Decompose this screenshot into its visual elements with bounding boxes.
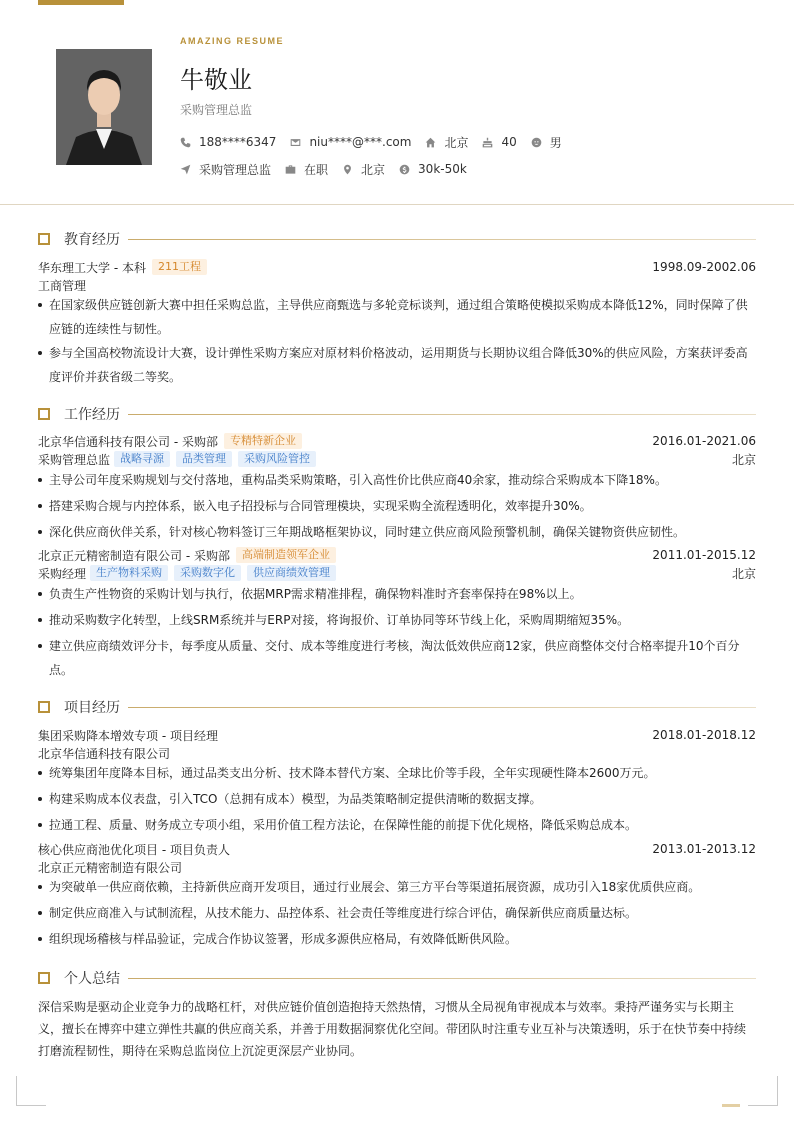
job-status-text: 在职 [304,162,329,177]
bottom-accent-mark [722,1104,740,1107]
age-text: 40 [501,135,517,149]
salary-text: 30k-50k [418,162,467,176]
home-city-item [425,134,468,150]
work-company-row [38,433,756,449]
project-bullet: 拉通工程、质量、财务成立专项小组，采用价值工程方法论，在保障性能的前提下优化规格，降低采购总成本。 [38,813,756,837]
home-icon [425,137,436,148]
work-city: 北京 [731,566,756,581]
company-name: 北京华信通科技有限公司 - 采购部 [38,434,218,449]
project-bullet: 制定供应商准入与试制流程，从技术能力、品控体系、社会责任等维度进行综合评估，确保新供应商质量达标。 [38,901,756,925]
summary-text: 深信采购是驱动企业竞争力的战略杠杆，对供应链价值创造抱持天然热情，习惯从全局视角审视成本与效率。秉持严谨务实与长期主义，擅长在博弈中建立弹性共赢的供应商关系，并善于用数据洞察优化空间。带团队时注重专业互补与决策透明，乐于在快节奏中持续打磨流程韧性，期待在采购总监岗位上沉淀更深层产业协同。 [38,1000,747,1058]
work-bullet: 负责生产性物资的采购计划与执行，依据MRP需求精准排程，确保物料准时齐套率保持在98%以上。 [38,582,756,606]
project-bullet: 构建采购成本仪表盘，引入TCO（总拥有成本）模型，为品类策略制定提供清晰的数据支撑。 [38,787,756,811]
phone-item [180,134,276,150]
location-icon [342,164,353,175]
candidate-name: 牛敬业 [180,66,252,94]
project-row [38,727,756,743]
section-label: 教育经历 [64,232,120,248]
education-bullet: 参与全国高校物流设计大赛，设计弹性采购方案应对原材料价格波动，运用期货与长期协议组合降低30%的供应风险，方案获评委高度评价并获省级二等奖。 [38,341,756,389]
project-bullet: 统筹集团年度降本目标，通过品类支出分析、技术降本替代方案、全球比价等手段，全年实现硬性降本2600万元。 [38,761,756,785]
section-label: 项目经历 [64,700,120,716]
project-bullet: 为突破单一供应商依赖，主持新供应商开发项目，通过行业展会、第三方平台等渠道拓展资源，成功引入18家优质供应商。 [38,875,756,899]
resume-tagline: AMAZING RESUME [180,36,284,46]
section-summary-heading [38,968,756,988]
profile-photo [56,49,152,165]
skill-tag: 生产物料采购 [90,565,168,581]
work-bullet: 推动采购数字化转型，上线SRM系统并与ERP对接，将询报价、订单协同等环节线上化，采购周期缩短35%。 [38,608,756,632]
education-row [38,259,756,275]
work-role-row [38,451,756,467]
work-bullet: 主导公司年度采购规划与交付落地，重构品类采购策略，引入高性价比供应商40余家，推动综合采购成本下降18%。 [38,468,756,492]
phone-text: 188****6347 [199,135,277,149]
project-name: 核心供应商池优化项目 - 项目负责人 [38,842,230,857]
project-date: 2013.01-2013.12 [652,842,756,856]
job-status-item [285,161,328,177]
phone-icon [180,137,191,148]
salary-item [399,161,467,177]
education-date: 1998.09-2002.06 [652,260,756,274]
skill-tag: 战略寻源 [114,451,170,467]
target-position-text: 采购管理总监 [199,162,272,177]
section-square-icon [38,701,50,713]
school-tag: 211工程 [152,259,207,275]
contact-info-row [180,134,576,150]
section-square-icon [38,408,50,420]
gender-icon [531,137,542,148]
section-square-icon [38,233,50,245]
age-item [482,134,516,150]
school-name: 华东理工大学 - 本科 [38,260,146,275]
section-label: 工作经历 [64,407,120,423]
email-text: niu****@***.com [309,135,412,149]
education-major: 工商管理 [38,279,87,293]
company-name: 北京正元精密制造有限公司 - 采购部 [38,548,230,563]
work-bullet: 深化供应商伙伴关系，针对核心物料签订三年期战略框架协议，同时建立供应商风险预警机制，确保关键物资供应韧性。 [38,520,756,544]
corner-decoration-right [748,1076,778,1106]
candidate-title: 采购管理总监 [180,103,253,117]
gender-item [531,134,562,150]
target-position-item [180,161,271,177]
job-role: 采购经理 [38,566,87,581]
job-role: 采购管理总监 [38,452,111,467]
corner-decoration-left [16,1076,46,1106]
money-icon [399,164,410,175]
project-bullet: 组织现场稽核与样品验证，完成合作协议签署，形成多源供应格局，有效降低断供风险。 [38,927,756,951]
email-item [290,134,411,150]
gender-text: 男 [549,135,562,150]
skill-tag: 品类管理 [176,451,232,467]
section-line [128,239,756,240]
company-tag: 高端制造领军企业 [236,547,336,563]
section-work-heading [38,404,756,424]
target-city-text: 北京 [361,162,386,177]
section-projects-heading [38,697,756,717]
work-date: 2016.01-2021.06 [652,434,756,448]
work-bullet: 搭建采购合规与内控体系，嵌入电子招投标与合同管理模块，实现采购全流程透明化，效率提升30%。 [38,494,756,518]
briefcase-icon [285,164,296,175]
work-city: 北京 [731,452,756,467]
target-city-item [342,161,385,177]
send-icon [180,164,191,175]
section-line [128,978,756,979]
skill-tag: 采购数字化 [174,565,241,581]
project-date: 2018.01-2018.12 [652,728,756,742]
project-org: 北京正元精密制造有限公司 [38,861,183,875]
section-line [128,707,756,708]
work-company-row [38,547,756,563]
project-name: 集团采购降本增效专项 - 项目经理 [38,728,218,743]
work-bullet: 建立供应商绩效评分卡，每季度从质量、交付、成本等维度进行考核，淘汰低效供应商12家，供应商整体交付合格率提升10个百分点。 [38,634,756,682]
home-city-text: 北京 [444,135,469,150]
work-role-row [38,565,756,581]
section-square-icon [38,972,50,984]
mail-icon [290,137,301,148]
cake-icon [482,137,493,148]
education-bullet: 在国家级供应链创新大赛中担任采购总监，主导供应商甄选与多轮竞标谈判，通过组合策略使模拟采购成本降低12%，同时保障了供应链的连续性与韧性。 [38,293,756,341]
skill-tag: 供应商绩效管理 [247,565,336,581]
section-label: 个人总结 [64,971,120,987]
section-education-heading [38,229,756,249]
work-date: 2011.01-2015.12 [652,548,756,562]
header-divider [0,204,794,205]
section-line [128,414,756,415]
job-info-row [180,161,481,177]
top-accent-bar [38,0,124,5]
company-tag: 专精特新企业 [224,433,302,449]
project-org: 北京华信通科技有限公司 [38,747,171,761]
skill-tag: 采购风险管控 [238,451,316,467]
project-row [38,841,756,857]
